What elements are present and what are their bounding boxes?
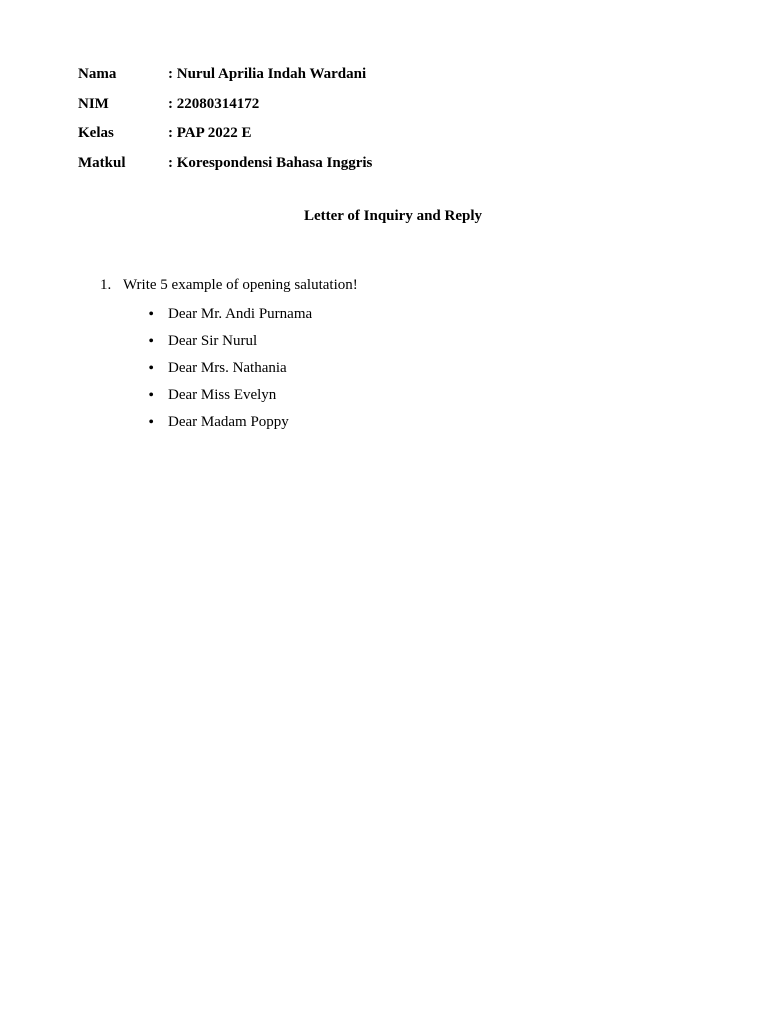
list-item xyxy=(100,382,358,409)
info-label: Nama xyxy=(78,66,117,83)
info-label: Kelas xyxy=(78,125,114,142)
info-row-matkul xyxy=(78,149,372,179)
info-row-nama xyxy=(78,60,372,90)
list-item xyxy=(100,328,358,355)
info-value: : 22080314172 xyxy=(168,95,260,112)
question-number: 1. xyxy=(100,276,112,293)
info-label: NIM xyxy=(78,95,109,112)
list-item-text: Dear Mrs. Nathania xyxy=(168,360,287,376)
question-line xyxy=(100,274,358,296)
bullet-icon: • xyxy=(148,305,154,323)
info-row-nim xyxy=(78,90,372,120)
bullet-icon: • xyxy=(148,332,154,350)
list-item xyxy=(100,301,358,328)
info-value: : Nurul Aprilia Indah Wardani xyxy=(168,66,367,83)
document-title: Letter of Inquiry and Reply xyxy=(303,208,483,224)
salutation-list xyxy=(100,301,358,436)
bullet-icon: • xyxy=(148,386,154,404)
question-text: Write 5 example of opening salutation! xyxy=(123,276,358,293)
list-item xyxy=(100,409,358,436)
info-row-kelas xyxy=(78,119,372,149)
info-label: Matkul xyxy=(78,154,126,171)
bullet-icon: • xyxy=(148,413,154,431)
list-item-text: Dear Sir Nurul xyxy=(168,333,258,349)
question-1 xyxy=(100,274,358,436)
list-item-text: Dear Miss Evelyn xyxy=(168,387,277,403)
bullet-icon: • xyxy=(148,359,154,377)
list-item xyxy=(100,355,358,382)
list-item-text: Dear Mr. Andi Purnama xyxy=(168,306,313,322)
list-item-text: Dear Madam Poppy xyxy=(168,414,289,430)
student-info-block xyxy=(78,60,372,178)
info-value: : PAP 2022 E xyxy=(168,125,252,142)
info-value: : Korespondensi Bahasa Inggris xyxy=(168,154,373,171)
